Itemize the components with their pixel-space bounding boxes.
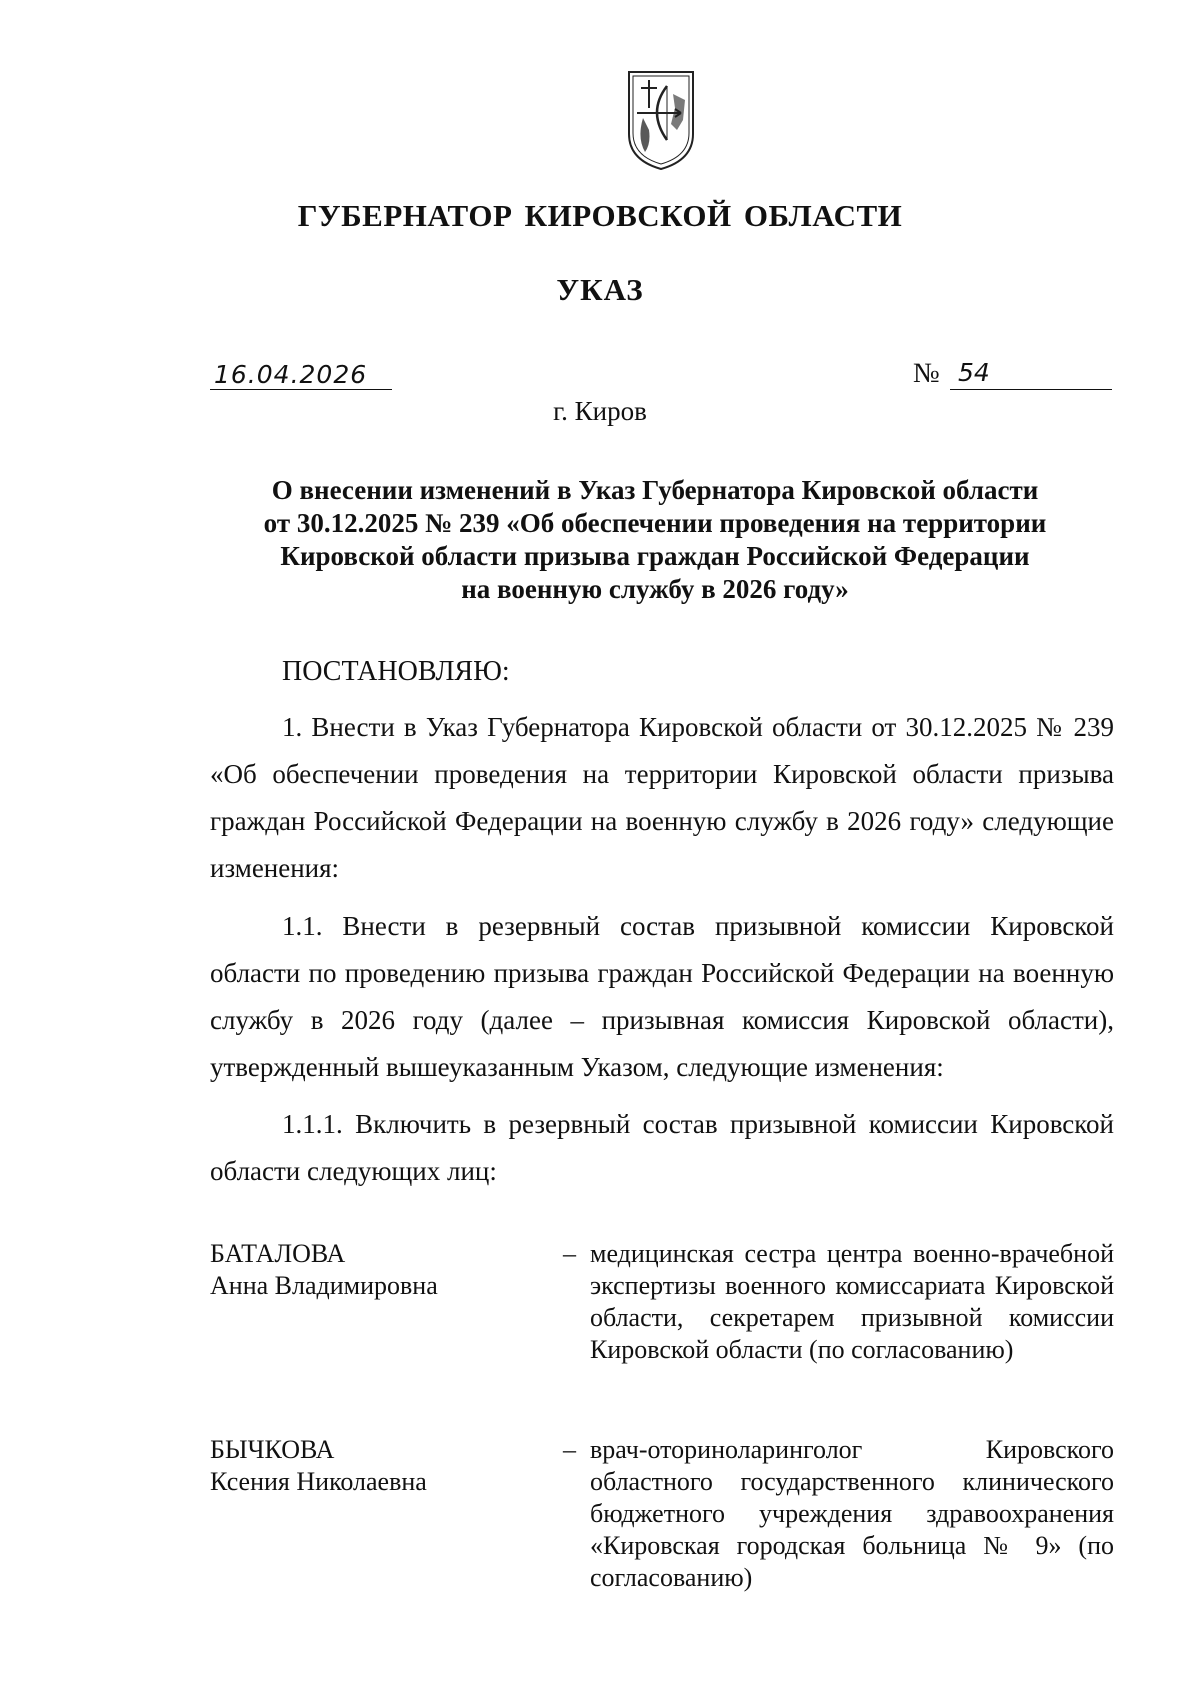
paragraph-1-1: 1.1. Внести в резервный состав призывной комиссии Кировской области по проведению призыва граждан Российской Федерации на военную службу в 2026 году (далее – призывная комиссия Кировской области), утвержденный вышеуказанным Указом, следующие изменения: xyxy=(210,911,1114,1082)
document-type: УКАЗ xyxy=(556,272,644,307)
decree-title xyxy=(210,474,1100,606)
decree-word: ПОСТАНОВЛЯЮ: xyxy=(282,656,510,687)
decree-number: 54 xyxy=(958,358,990,387)
date-underline xyxy=(210,389,392,390)
number-underline xyxy=(950,389,1112,390)
person-name xyxy=(210,1434,540,1498)
title-line: Кировской области призыва граждан Российской Федерации xyxy=(280,541,1030,571)
title-line: О внесении изменений в Указ Губернатора Кировской области xyxy=(271,475,1039,505)
title-line: от 30.12.2025 № 239 «Об обеспечении проведения на территории xyxy=(263,508,1047,538)
person-given-names: Анна Владимировна xyxy=(210,1271,438,1300)
paragraph-1: 1. Внести в Указ Губернатора Кировской области от 30.12.2025 № 239 «Об обеспечении проведения на территории Кировской области призыва граждан Российской Федерации на военную службу в 2026 году» следующие изменения: xyxy=(210,712,1114,883)
person-surname: БАТАЛОВА xyxy=(210,1239,346,1268)
decree-date: 16.04.2026 xyxy=(214,360,368,389)
dash-separator: – xyxy=(563,1239,576,1268)
title-line: на военную службу в 2026 году» xyxy=(461,574,849,604)
issuing-authority: ГУБЕРНАТОР КИРОВСКОЙ ОБЛАСТИ xyxy=(297,198,903,233)
person-role: медицинская сестра центра военно-врачебной экспертизы военного комиссариата Кировской области, секретарем призывной комиссии Кировской области (по согласованию) xyxy=(590,1239,1114,1364)
paragraph-1-1-1: 1.1.1. Включить в резервный состав призывной комиссии Кировской области следующих лиц: xyxy=(210,1109,1114,1186)
person-surname: БЫЧКОВА xyxy=(210,1435,335,1464)
person-name xyxy=(210,1238,540,1302)
dash-separator: – xyxy=(563,1435,576,1464)
person-given-names: Ксения Николаевна xyxy=(210,1467,427,1496)
issue-city: г. Киров xyxy=(553,396,647,426)
number-sign: № xyxy=(913,358,940,389)
coat-of-arms-icon xyxy=(623,68,699,172)
person-role: врач-оториноларинголог Кировского областного государственного клинического бюджетного учреждения здравоохранения «Кировская городская больница № 9» (по согласованию) xyxy=(590,1435,1114,1592)
